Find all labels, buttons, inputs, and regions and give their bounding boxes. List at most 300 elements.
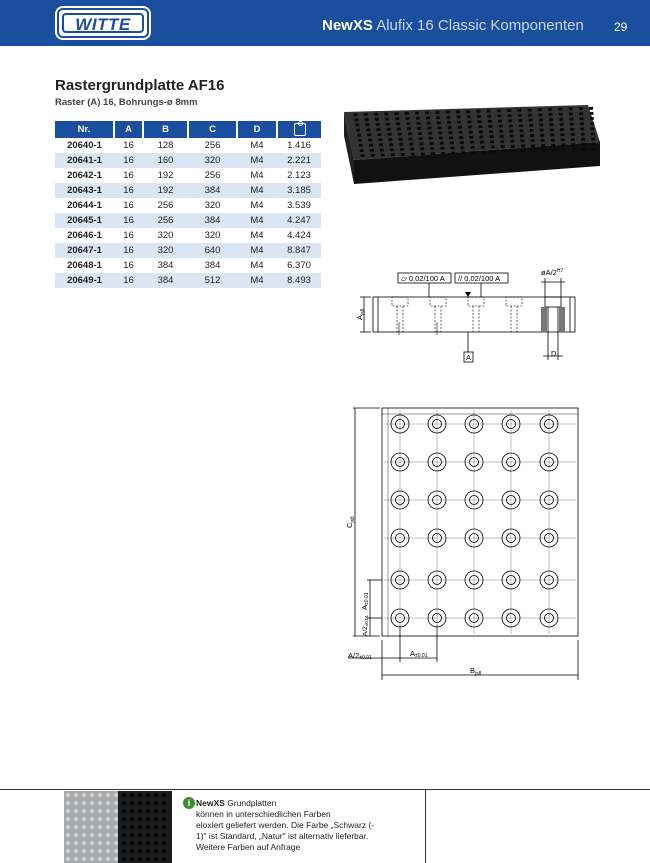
hole: [538, 113, 542, 116]
hole: [592, 143, 596, 146]
hole: [521, 145, 525, 148]
hole: [550, 128, 554, 131]
hole: [364, 113, 368, 116]
hole: [561, 138, 565, 141]
hole: [490, 140, 494, 143]
hole: [467, 120, 471, 123]
table-cell: 20645-1: [55, 213, 114, 228]
hole: [501, 145, 505, 148]
hole: [591, 138, 595, 141]
hole: [467, 115, 471, 118]
info-icon: i: [183, 797, 195, 809]
hole: [570, 123, 574, 126]
hole: [481, 151, 485, 154]
hole: [429, 137, 433, 140]
table-cell: 20647-1: [55, 243, 114, 258]
table-cell: 8.847: [277, 243, 321, 258]
table-row: [55, 198, 321, 213]
hole: [519, 124, 523, 127]
hole: [529, 119, 533, 122]
hole: [571, 133, 575, 136]
hole: [435, 111, 439, 114]
hole: [385, 118, 389, 121]
hole: [560, 123, 564, 126]
hole: [395, 112, 399, 115]
hole: [590, 122, 594, 125]
hole: [407, 127, 411, 130]
table-cell: 256: [157, 200, 174, 211]
hole: [481, 146, 485, 149]
hole: [480, 141, 484, 144]
table-row: [55, 258, 321, 273]
footer-line-3: eloxiert geliefert werden. Die Farbe „Schwarz (-: [196, 820, 375, 830]
hole: [448, 126, 452, 129]
hole: [589, 112, 593, 115]
footer-vertical-divider: [425, 789, 426, 863]
table-cell: M4: [250, 140, 264, 151]
hole: [436, 116, 440, 119]
b-dimension-label: $B_{js8}$: [470, 666, 482, 677]
hole: [368, 139, 372, 142]
hole: [430, 142, 434, 145]
table-cell: 4.247: [277, 213, 321, 228]
hole: [530, 134, 534, 137]
hole: [456, 111, 460, 114]
hole: [399, 143, 403, 146]
page-header: [0, 0, 650, 46]
hole: [438, 132, 442, 135]
table-cell: 384: [143, 273, 188, 288]
table-cell: 160: [143, 153, 188, 168]
hole: [548, 108, 552, 111]
hole: [549, 123, 553, 126]
hole: [517, 109, 521, 112]
hole: [417, 127, 421, 130]
hole: [409, 143, 413, 146]
table-header-row: [55, 121, 321, 138]
hole: [406, 122, 410, 125]
hole: [531, 139, 535, 142]
hole: [531, 144, 535, 147]
table-cell: 128: [157, 140, 174, 151]
color-samples-image: [64, 791, 172, 863]
table-cell: 20643-1: [55, 183, 114, 198]
a-half-horizontal-label: A/2±0.01: [348, 651, 372, 661]
table-row: [55, 183, 321, 198]
table-row: [55, 243, 321, 258]
hole: [569, 113, 573, 116]
hole: [508, 119, 512, 122]
hole: [560, 128, 564, 131]
hole: [358, 139, 362, 142]
hole: [520, 140, 524, 143]
table-cell: M4: [250, 260, 264, 271]
hole: [356, 129, 360, 132]
hole: [360, 149, 364, 152]
a-dimension-label: A±0.01: [360, 592, 370, 610]
hole: [580, 128, 584, 131]
hole: [500, 140, 504, 143]
hole: [381, 154, 385, 157]
footer-line-5: Weitere Farben auf Anfrage: [196, 842, 301, 852]
hole: [519, 129, 523, 132]
hole: [425, 111, 429, 114]
hole: [509, 130, 513, 133]
datum-label: A: [466, 353, 472, 362]
hole: [540, 129, 544, 132]
hole: [440, 147, 444, 150]
hole: [410, 148, 414, 151]
hole: [446, 116, 450, 119]
hole: [499, 125, 503, 128]
hole: [354, 113, 358, 116]
hole: [401, 153, 405, 156]
table-cell: 1.416: [287, 140, 311, 151]
section-hatch-left: [541, 307, 547, 332]
hole: [470, 141, 474, 144]
c-dimension-label: $C_{js8}$: [345, 516, 356, 528]
footer-note: [196, 798, 386, 853]
product-title: Rastergrundplatte AF16: [55, 77, 225, 94]
hole: [552, 149, 556, 152]
product-subtitle: Raster (A) 16, Bohrungs-ø 8mm: [55, 97, 198, 108]
hole: [518, 114, 522, 117]
hole: [582, 148, 586, 151]
hole: [354, 118, 358, 121]
hole: [488, 125, 492, 128]
hole: [408, 132, 412, 135]
footer-line-4: 1)" ist Standard, „Natur" ist alternativ lieferbar.: [196, 831, 369, 841]
table-cell: 8.493: [277, 273, 321, 288]
hole: [357, 134, 361, 137]
table-cell: M4: [237, 243, 277, 258]
table-cell: M4: [250, 170, 264, 181]
table-cell: 2.221: [277, 153, 321, 168]
hole: [510, 140, 514, 143]
table-cell: M4: [237, 153, 277, 168]
table-cell: 320: [143, 243, 188, 258]
table-cell: 384: [188, 213, 237, 228]
hole: [448, 131, 452, 134]
hole: [518, 119, 522, 122]
hole: [459, 136, 463, 139]
hole: [380, 149, 384, 152]
hole: [538, 108, 542, 111]
hole: [430, 147, 434, 150]
hole: [447, 121, 451, 124]
hole: [411, 153, 415, 156]
table-cell: 16: [114, 213, 143, 228]
hole: [471, 151, 475, 154]
hole: [457, 121, 461, 124]
hole: [551, 139, 555, 142]
table-cell: 20648-1: [67, 260, 102, 271]
table-cell: 16: [114, 183, 143, 198]
table-cell: 256: [204, 140, 221, 151]
hole: [457, 116, 461, 119]
hole: [540, 134, 544, 137]
hole: [571, 143, 575, 146]
hole: [539, 119, 543, 122]
hole: [441, 152, 445, 155]
hole: [478, 120, 482, 123]
hole: [559, 118, 563, 121]
table-cell: 20649-1: [55, 273, 114, 288]
hole: [509, 124, 513, 127]
hole: [497, 109, 501, 112]
hole: [528, 114, 532, 117]
hole: [500, 135, 504, 138]
col-header-d: D: [237, 121, 277, 138]
a-half-vertical-label: A/2±0.01: [362, 615, 369, 636]
hole: [488, 120, 492, 123]
hole: [551, 144, 555, 147]
hole: [466, 110, 470, 113]
table-cell: M4: [237, 213, 277, 228]
hole: [549, 118, 553, 121]
table-row: [55, 228, 321, 243]
hole: [581, 143, 585, 146]
hole: [469, 136, 473, 139]
header-title-rest: Alufix 16 Classic Komponenten: [372, 17, 584, 34]
header-title-bold: NewXS: [322, 17, 373, 34]
hole: [539, 124, 543, 127]
plan-drawing: [340, 400, 590, 690]
footer-brand: NewXS: [196, 798, 225, 808]
hole: [431, 152, 435, 155]
hole: [396, 122, 400, 125]
hole: [528, 109, 532, 112]
table-cell: 320: [204, 200, 221, 211]
hole: [570, 128, 574, 131]
table-cell: 16: [123, 200, 134, 211]
footer-line-1: Grundplatten: [224, 798, 277, 808]
hole-grid-lines: [384, 410, 576, 634]
table-cell: 320: [157, 230, 174, 241]
table-cell: 20644-1: [67, 200, 102, 211]
hole: [460, 146, 464, 149]
hole: [426, 117, 430, 120]
header-title: [322, 17, 584, 34]
table-cell: 192: [143, 183, 188, 198]
hole: [489, 130, 493, 133]
table-cell: 3.539: [287, 200, 311, 211]
hole: [590, 127, 594, 130]
hole: [427, 127, 431, 130]
hole: [589, 107, 593, 110]
hole: [460, 141, 464, 144]
hole: [529, 124, 533, 127]
hole: [542, 149, 546, 152]
hole: [520, 134, 524, 137]
hole: [499, 130, 503, 133]
table-cell: 20646-1: [67, 230, 102, 241]
page-number: 29: [614, 20, 628, 34]
hole: [579, 107, 583, 110]
hole: [416, 122, 420, 125]
hole: [428, 132, 432, 135]
hole: [459, 131, 463, 134]
hole: [421, 153, 425, 156]
hole: [370, 149, 374, 152]
hole: [391, 153, 395, 156]
table-cell: 384: [204, 260, 221, 271]
hole: [562, 149, 566, 152]
hole: [458, 126, 462, 129]
hole: [419, 142, 423, 145]
table-row: [55, 138, 321, 153]
hole: [390, 148, 394, 151]
hole: [521, 150, 525, 153]
hole: [376, 123, 380, 126]
spec-table: [55, 121, 321, 288]
hole: [440, 142, 444, 145]
table-cell: 16: [114, 243, 143, 258]
hole: [406, 117, 410, 120]
table-cell: 512: [188, 273, 237, 288]
flatness-text: ⏥ 0.02/100 A: [401, 274, 445, 283]
hole: [386, 123, 390, 126]
table-cell: M4: [237, 183, 277, 198]
bore-label: $øA/2^{H7}$: [541, 268, 564, 277]
logo-text: WITTE: [62, 13, 144, 33]
hole: [581, 133, 585, 136]
hole: [580, 117, 584, 120]
hole: [438, 126, 442, 129]
table-cell: 256: [204, 170, 221, 181]
section-drawing: [355, 260, 595, 370]
hole: [416, 117, 420, 120]
hole: [471, 146, 475, 149]
hole: [507, 109, 511, 112]
table-row: [55, 168, 321, 183]
table-cell: 16: [123, 170, 134, 181]
table-cell: M4: [250, 230, 264, 241]
table-cell: 4.424: [287, 230, 311, 241]
table-cell: 2.123: [287, 170, 311, 181]
table-cell: 20642-1: [67, 170, 102, 181]
hole: [361, 154, 365, 157]
hole: [479, 130, 483, 133]
hole: [580, 123, 584, 126]
hole: [491, 151, 495, 154]
hole: [427, 122, 431, 125]
a-horizontal-label: A±0.01: [410, 649, 428, 659]
col-header-b: B: [143, 121, 188, 138]
hole: [400, 148, 404, 151]
weight-icon: [294, 123, 306, 136]
table-cell: 20640-1: [67, 140, 102, 151]
hole: [498, 120, 502, 123]
hole: [375, 118, 379, 121]
hole: [389, 143, 393, 146]
hole: [581, 138, 585, 141]
hole: [419, 137, 423, 140]
hole: [377, 128, 381, 131]
hole: [510, 135, 514, 138]
hole: [491, 145, 495, 148]
hole: [549, 113, 553, 116]
footer-line-2: können in unterschiedlichen Farben: [196, 809, 331, 819]
hole: [511, 150, 515, 153]
table-cell: 640: [188, 243, 237, 258]
hole: [397, 128, 401, 131]
hole: [388, 138, 392, 141]
hole: [359, 144, 363, 147]
hole: [487, 115, 491, 118]
hole: [487, 110, 491, 113]
d-label: D: [551, 349, 557, 358]
hole: [468, 126, 472, 129]
hole: [449, 136, 453, 139]
hole: [374, 113, 378, 116]
hole: [451, 152, 455, 155]
height-label: $A_{js8}$: [355, 308, 366, 320]
hole: [378, 138, 382, 141]
table-cell: 20641-1: [55, 153, 114, 168]
plate-outline: [382, 408, 578, 636]
hole: [592, 148, 596, 151]
table-row: [55, 273, 321, 288]
hole: [387, 128, 391, 131]
hole: [561, 144, 565, 147]
hole: [532, 149, 536, 152]
hole: [384, 113, 388, 116]
col-header-a: A: [114, 121, 143, 138]
hole: [398, 138, 402, 141]
table-body: [55, 138, 321, 288]
hole: [461, 151, 465, 154]
table-cell: 16: [114, 153, 143, 168]
table-cell: 192: [157, 170, 174, 181]
hole: [511, 145, 515, 148]
hole: [450, 147, 454, 150]
col-header-c: C: [188, 121, 237, 138]
hole: [590, 117, 594, 120]
table-cell: 384: [188, 183, 237, 198]
hole: [479, 136, 483, 139]
hole: [366, 128, 370, 131]
hole: [508, 114, 512, 117]
hole: [439, 137, 443, 140]
col-header-weight: [277, 121, 321, 138]
plate-holes: [391, 415, 558, 627]
hole: [446, 111, 450, 114]
footer-divider: [0, 789, 650, 790]
table-cell: 16: [123, 260, 134, 271]
hole: [476, 110, 480, 113]
witte-logo: [57, 8, 149, 38]
table-cell: 16: [114, 273, 143, 288]
table-cell: 16: [123, 230, 134, 241]
hole: [497, 115, 501, 118]
section-hatch-right: [559, 307, 565, 332]
hole: [541, 139, 545, 142]
hole: [477, 115, 481, 118]
hole: [560, 133, 564, 136]
hole: [420, 147, 424, 150]
hole: [405, 112, 409, 115]
hole: [395, 117, 399, 120]
hole: [469, 131, 473, 134]
hole: [355, 124, 359, 127]
hole: [365, 118, 369, 121]
hole: [550, 134, 554, 137]
table-cell: 320: [204, 230, 221, 241]
table-row: [55, 153, 321, 168]
hole: [437, 121, 441, 124]
table-cell: 320: [188, 153, 237, 168]
